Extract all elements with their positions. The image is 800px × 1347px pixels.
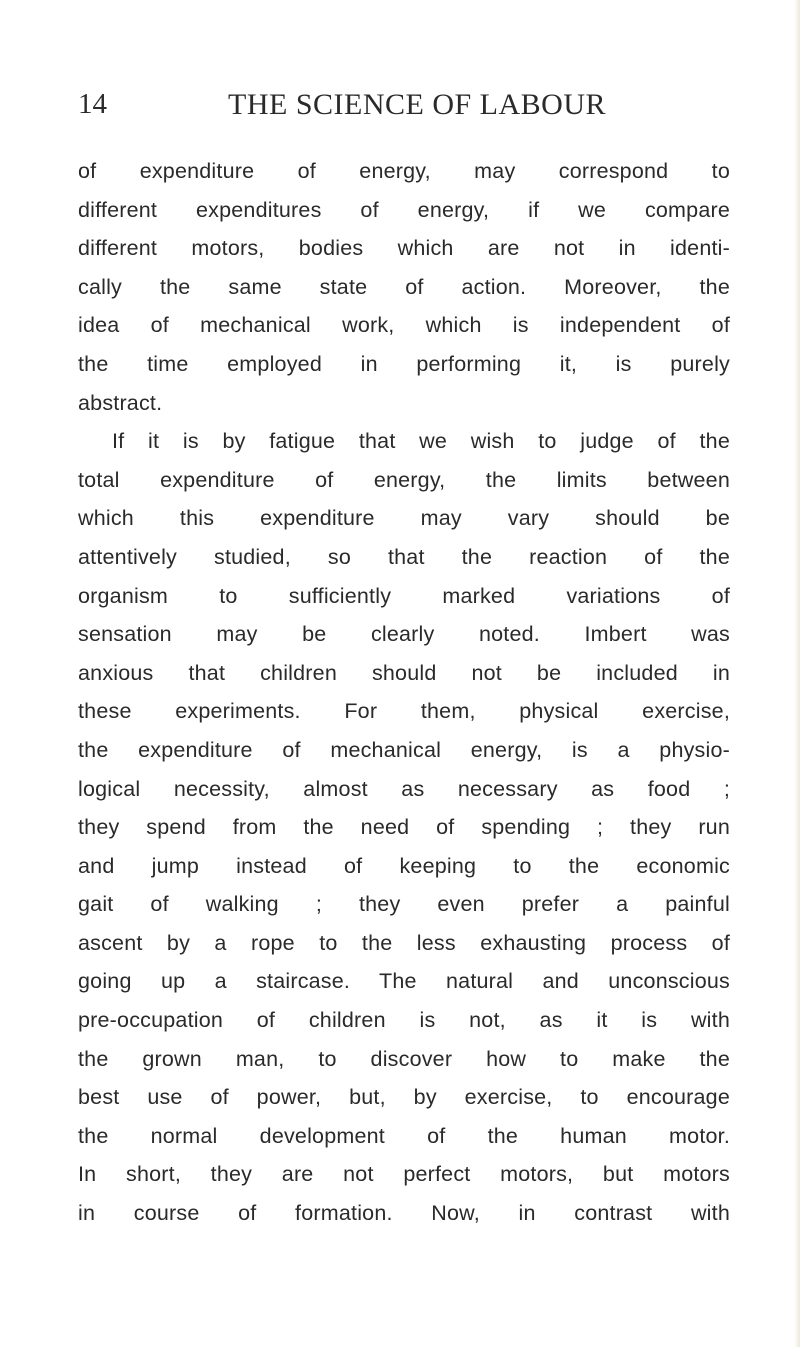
running-title: THE SCIENCE OF LABOUR [228,88,607,121]
text-line: anxious that children should not be included in [78,660,730,685]
text-line: cally the same state of action. Moreover, the [78,274,730,299]
text-line: attentively studied, so that the reaction of the [78,544,730,569]
text-line: If it is by fatigue that we wish to judge of the [112,429,730,454]
text-line: in course of formation. Now, in contrast with [78,1201,730,1226]
text-line: the normal development of the human motor. [78,1123,730,1148]
text-line: idea of mechanical work, which is independent of [78,313,730,338]
text-line: these experiments. For them, physical exercise, [78,699,730,724]
page-number: 14 [78,88,107,120]
text-line: ascent by a rope to the less exhausting process of [78,930,730,955]
text-line: going up a staircase. The natural and unconscious [78,969,730,994]
text-line: different motors, bodies which are not in identi- [78,236,730,261]
text-line: and jump instead of keeping to the economic [78,853,730,878]
text-line: best use of power, but, by exercise, to encourage [78,1085,730,1110]
text-line: the expenditure of mechanical energy, is a physio- [78,737,730,762]
text-line: abstract. [78,390,163,415]
text-line: gait of walking ; they even prefer a painful [78,892,730,917]
text-line: organism to sufficiently marked variations of [78,583,730,608]
text-line: which this expenditure may vary should be [78,506,730,531]
text-line: the time employed in performing it, is purely [78,351,730,376]
page-edge [794,0,800,1347]
text-line: the grown man, to discover how to make the [78,1046,730,1071]
text-line: different expenditures of energy, if we compare [78,197,730,222]
running-head [78,88,728,128]
text-line: logical necessity, almost as necessary as food ; [78,776,730,801]
text-line: sensation may be clearly noted. Imbert was [78,622,730,647]
text-line: In short, they are not perfect motors, but motors [78,1162,730,1187]
body-text [78,152,730,1233]
text-line: they spend from the need of spending ; they run [78,815,730,840]
text-line: total expenditure of energy, the limits between [78,467,730,492]
text-line: of expenditure of energy, may correspond to [78,159,730,183]
text-line: pre-occupation of children is not, as it is with [78,1008,730,1033]
